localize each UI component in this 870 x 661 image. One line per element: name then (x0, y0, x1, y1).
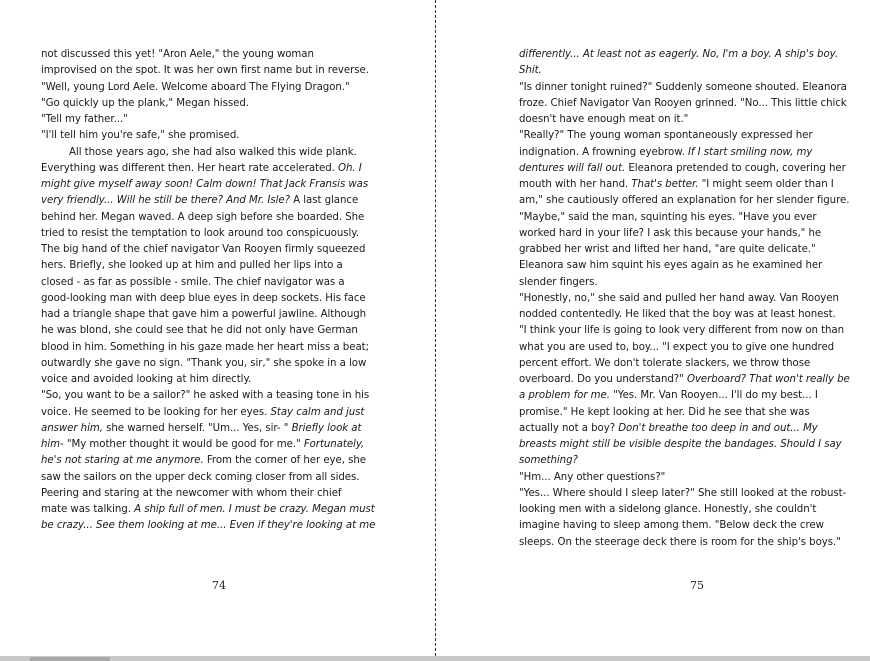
text-line (519, 96, 859, 112)
italic-text-run: a problem for me. (519, 390, 610, 402)
italic-text-run: dentures will fall out. (519, 162, 626, 174)
text-run: worked hard in your life? I ask this because your hands," he (519, 227, 822, 239)
italic-text-run: very friendly... Will he still be there? And Mr. Isle? (41, 195, 290, 207)
text-line (519, 323, 859, 339)
text-line (41, 470, 386, 486)
text-line (519, 518, 859, 534)
text-line (519, 63, 859, 79)
italic-text-run: answer him, (41, 422, 103, 434)
text-line (519, 80, 859, 96)
text-line (41, 258, 386, 274)
text-run: From the corner of her eye, she (203, 455, 367, 467)
text-line (519, 340, 859, 356)
italic-text-run: breasts might still be visible despite the bandages. Should I say (519, 439, 842, 450)
text-run: behind her. Megan waved. A deep sigh before she boarded. She (41, 211, 365, 223)
text-run: imagine having to sleep among them. "Below deck the crew (519, 520, 824, 532)
text-run: had a triangle shape that gave him a powerful jawline. Although (41, 309, 367, 320)
text-line (519, 177, 859, 193)
text-run: what you are used to, boy... "I expect you to give one hundred (519, 341, 835, 353)
text-line (519, 226, 859, 242)
text-line (41, 356, 386, 372)
text-line (519, 307, 859, 323)
text-run: he was blond, she could see that he did not only have German (41, 325, 358, 337)
text-line (41, 177, 386, 193)
text-line (519, 388, 859, 404)
text-run: am," she cautiously offered an explanation for her slender figure. (519, 195, 850, 207)
text-run: good-looking man with deep blue eyes in deep sockets. His face (41, 292, 366, 304)
text-line (519, 242, 859, 258)
text-run: promise." He kept looking at her. Did he see that she was (519, 406, 810, 418)
text-line (41, 388, 386, 404)
text-run: voice and avoided looking at him directly. (41, 374, 252, 385)
text-line (41, 226, 386, 242)
text-run: Peering and staring at the newcomer with whom their chief (41, 487, 342, 499)
italic-text-run: Briefly look at (291, 422, 362, 434)
text-run: slender fingers. (519, 276, 598, 288)
text-run: "Really?" The young woman spontaneously expressed her (519, 130, 813, 142)
italic-text-run: be crazy... See them looking at me... Even if they're looking at me (41, 520, 376, 532)
text-run: "Maybe," said the man, squinting his eyes. "Have you ever (519, 211, 817, 223)
italic-text-run: If I start smiling now, my (687, 146, 813, 158)
text-run: tried to resist the temptation to look around too conspicuously. (41, 227, 360, 239)
text-run: "Honestly, no," she said and pulled her hand away. Van Rooyen (519, 292, 839, 304)
left-page-text (41, 47, 386, 535)
text-line (519, 47, 859, 63)
text-run: blood in him. Something in his gaze made her heart miss a beat; (41, 341, 369, 353)
text-line (519, 161, 859, 177)
text-line (41, 502, 386, 518)
text-run: actually not a boy? (519, 422, 619, 434)
text-line (41, 372, 386, 388)
text-run: "Yes. Mr. Van Rooyen... I'll do my best... I (609, 390, 818, 402)
text-run: grabbed her wrist and lifted her hand, "are quite delicate." (519, 244, 816, 255)
text-run: she warned herself. "Um... Yes, sir- " (102, 422, 292, 434)
text-run: closed - as far as possible - smile. The chief navigator was a (41, 276, 345, 288)
text-line (41, 161, 386, 177)
text-line (41, 340, 386, 356)
text-run: saw the sailors on the upper deck coming closer from all sides. (41, 471, 360, 483)
text-run: voice. He seemed to be looking for her eyes. (41, 406, 271, 418)
right-page-text (519, 47, 859, 551)
text-line (519, 112, 859, 128)
italic-text-run: differently... At least not as eagerly. No, I'm a boy. A ship's boy. (519, 49, 839, 60)
italic-text-run: That's better. (631, 179, 699, 190)
text-run: indignation. A frowning eyebrow. (519, 146, 688, 158)
text-run: "Yes... Where should I sleep later?" She still looked at the robust- (519, 487, 847, 499)
text-line (519, 145, 859, 161)
text-run: mouth with her hand. (519, 179, 632, 190)
text-run: froze. Chief Navigator Van Rooyen grinned. "No... This little chick (519, 97, 847, 109)
italic-text-run: Overboard? That won't really be (686, 374, 850, 385)
italic-text-run: he's not staring at me anymore. (41, 455, 204, 467)
text-run: nodded contentedly. He liked that the boy was at least honest. (519, 309, 836, 320)
text-line (41, 275, 386, 291)
text-line (41, 47, 386, 63)
text-line (41, 518, 386, 534)
text-line (41, 145, 386, 161)
page-number-left: 74 (212, 579, 226, 592)
text-line (41, 421, 386, 437)
text-line (41, 210, 386, 226)
text-line (519, 453, 859, 469)
text-run: "Hm... Any other questions?" (519, 471, 666, 483)
text-line (519, 470, 859, 486)
italic-text-run: A ship full of men. I must be crazy. Megan must (134, 504, 375, 515)
text-line (41, 307, 386, 323)
text-line (519, 356, 859, 372)
text-run: "I'll tell him you're safe," she promised. (41, 130, 240, 142)
text-line (41, 96, 386, 112)
text-run: looking men with a sidelong glance. Honestly, she couldn't (519, 504, 817, 515)
text-run: hers. Briefly, she looked up at him and pulled her lips into a (41, 260, 343, 272)
italic-text-run: might give myself away soon! Calm down! That Jack Fransis was (41, 179, 369, 190)
italic-text-run: Shit. (519, 65, 542, 77)
text-line (41, 193, 386, 209)
text-run: sleeps. On the steerage deck there is room for the ship's boys." (519, 536, 841, 548)
text-run: Everything was different then. Her heart rate accelerated. (41, 162, 338, 174)
scrollbar-thumb[interactable] (30, 657, 110, 661)
italic-text-run: him- (41, 439, 64, 450)
text-line (519, 372, 859, 388)
text-line (519, 437, 859, 453)
text-line (519, 291, 859, 307)
text-line (519, 210, 859, 226)
text-line (519, 275, 859, 291)
text-run: All those years ago, she had also walked this wide plank. (69, 146, 357, 158)
text-line (41, 112, 386, 128)
text-line (519, 128, 859, 144)
italic-text-run: Fortunately, (303, 439, 365, 450)
text-run: not discussed this yet! "Aron Aele," the young woman (41, 49, 314, 60)
italic-text-run: something? (519, 455, 578, 467)
text-run: "I might seem older than I (698, 179, 834, 190)
text-line (519, 421, 859, 437)
text-run: Eleanora pretended to cough, covering her (625, 162, 846, 174)
text-line (519, 193, 859, 209)
text-line (519, 535, 859, 551)
page-number-right: 75 (690, 579, 704, 592)
horizontal-scrollbar[interactable] (0, 656, 870, 661)
text-line (41, 405, 386, 421)
text-line (519, 258, 859, 274)
text-line (41, 128, 386, 144)
text-line (41, 80, 386, 96)
right-page (436, 0, 870, 661)
text-run: doesn't have enough meat on it." (519, 114, 689, 125)
text-line (41, 486, 386, 502)
text-run: "My mother thought it would be good for me." (63, 439, 304, 450)
text-run: "Is dinner tonight ruined?" Suddenly someone shouted. Eleanora (519, 81, 847, 93)
text-line (519, 486, 859, 502)
text-run: overboard. Do you understand?" (519, 374, 687, 385)
text-run: "I think your life is going to look very different from now on than (519, 325, 845, 337)
text-run: improvised on the spot. It was her own first name but in reverse. (41, 65, 369, 77)
text-line (41, 453, 386, 469)
text-line (41, 323, 386, 339)
text-line (519, 502, 859, 518)
text-line (519, 405, 859, 421)
text-run: "So, you want to be a sailor?" he asked with a teasing tone in his (41, 390, 370, 402)
italic-text-run: Oh. I (338, 162, 362, 174)
text-line (41, 63, 386, 79)
italic-text-run: Stay calm and just (270, 406, 365, 418)
text-run: outwardly she gave no sign. "Thank you, sir," she spoke in a low (41, 357, 367, 369)
text-run: percent effort. We don't tolerate slackers, we throw those (519, 357, 811, 369)
text-run: "Well, young Lord Aele. Welcome aboard The Flying Dragon." (41, 81, 350, 93)
text-run: The big hand of the chief navigator Van Rooyen firmly squeezed (41, 244, 366, 255)
text-line (41, 437, 386, 453)
text-run: "Tell my father..." (41, 114, 128, 125)
text-run: "Go quickly up the plank," Megan hissed. (41, 97, 249, 109)
text-run: A last glance (289, 195, 359, 207)
text-run: mate was talking. (41, 504, 135, 515)
text-run: Eleanora saw him squint his eyes again as he examined her (519, 260, 823, 272)
text-line (41, 291, 386, 307)
italic-text-run: Don't breathe too deep in and out... My (618, 422, 818, 434)
text-line (41, 242, 386, 258)
